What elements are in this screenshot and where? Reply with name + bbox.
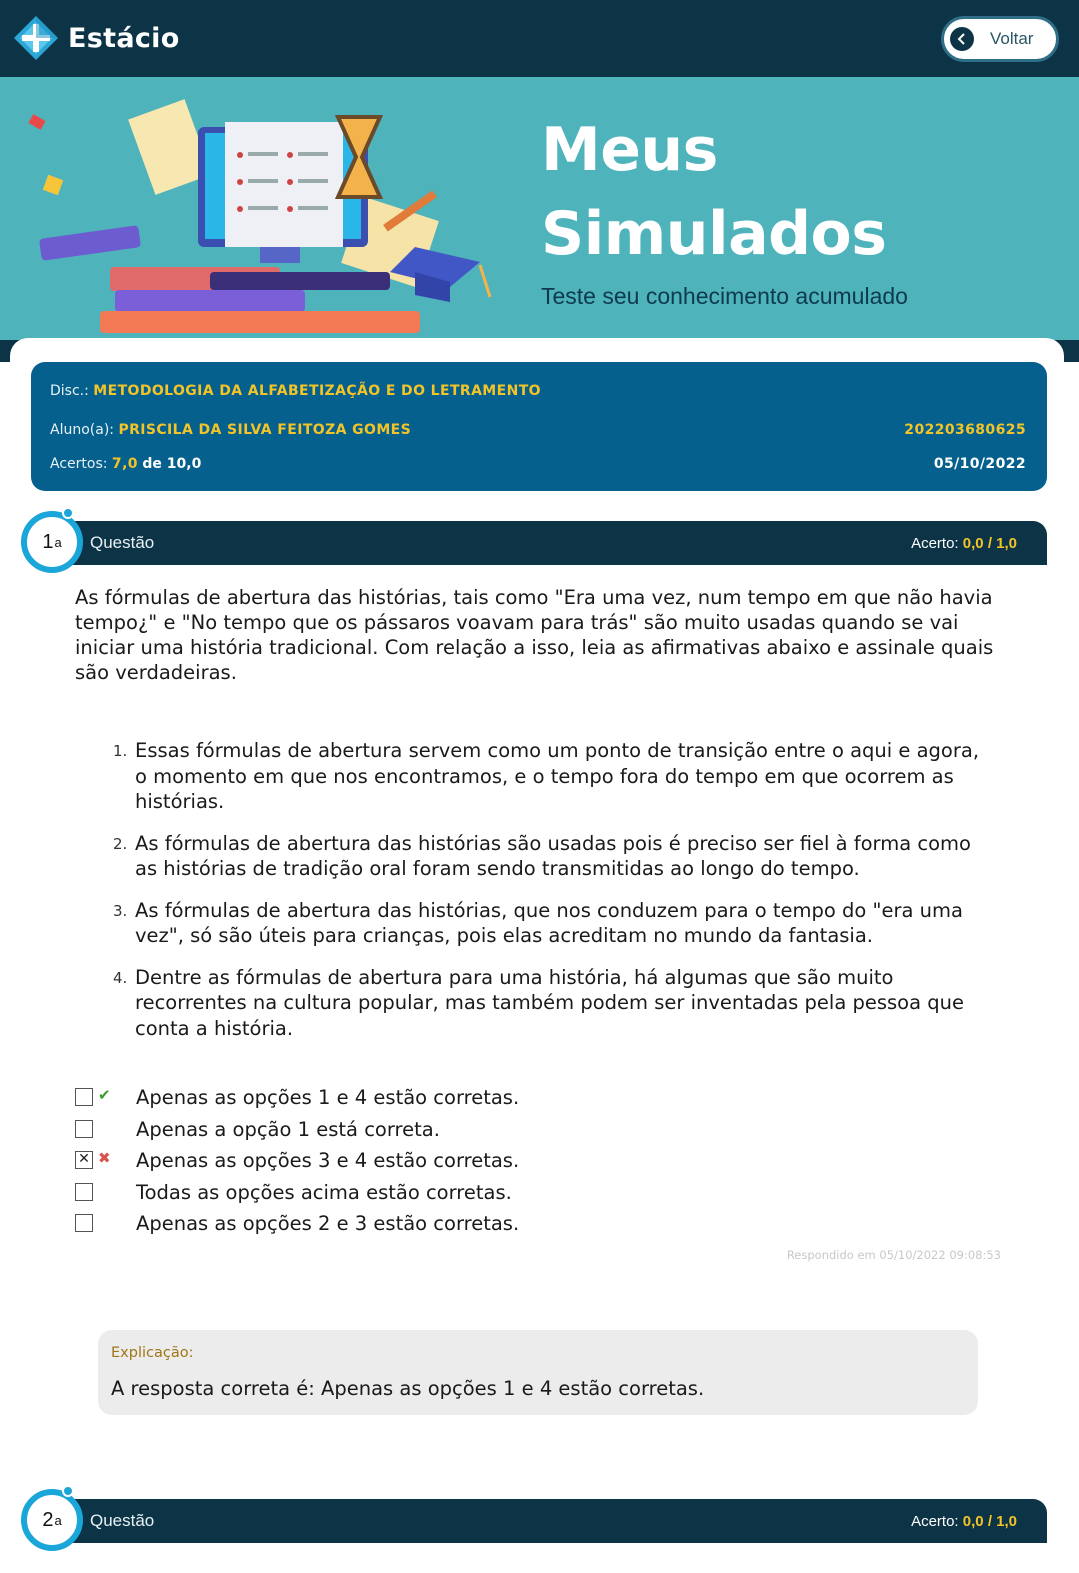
score-total: de 10,0 (142, 456, 202, 472)
answer-option[interactable] (75, 1212, 775, 1244)
statement-item (110, 831, 990, 882)
discipline-label: Disc.: (50, 383, 89, 399)
back-button[interactable] (941, 16, 1059, 62)
question-score (911, 535, 1017, 552)
page-subtitle: Teste seu conhecimento acumulado (541, 283, 908, 309)
answered-timestamp: Respondido em 05/10/2022 09:08:53 (786, 1248, 1001, 1262)
statement-number: 4. (113, 968, 128, 987)
top-bar (0, 0, 1079, 77)
question-score (911, 1513, 1017, 1530)
statement-item (110, 898, 990, 949)
question-number: 1 (42, 530, 54, 553)
explanation-box (98, 1330, 978, 1415)
hero-banner (0, 77, 1079, 357)
badge-dot-icon (62, 507, 74, 519)
option-label: Apenas a opção 1 está correta. (136, 1117, 440, 1141)
question-number-badge (21, 511, 83, 573)
answer-option[interactable] (75, 1181, 775, 1213)
question-number: 2 (42, 1508, 54, 1531)
option-label: Apenas as opções 3 e 4 estão corretas. (136, 1149, 520, 1172)
question-1-header (50, 521, 1047, 565)
score-value: 0,0 (962, 535, 984, 552)
chevron-left-icon (950, 27, 974, 51)
statement-text: Essas fórmulas de abertura servem como um ponto de transição entre o aqui e agora, o momento em que nos encontramos, e o tempo fora do tempo em que ocorrem as histórias. (135, 739, 980, 813)
exam-info-card (31, 362, 1047, 491)
page-title: Meus Simulados (541, 115, 887, 269)
question-title: Questão (90, 1511, 155, 1530)
student-row (50, 422, 411, 438)
student-name: PRISCILA DA SILVA FEITOZA GOMES (118, 422, 412, 438)
badge-dot-icon (62, 1485, 74, 1497)
estacio-logo[interactable] (12, 14, 180, 62)
answer-option[interactable] (75, 1118, 775, 1150)
option-checkbox[interactable] (75, 1088, 93, 1106)
student-id: 202203680625 (904, 422, 1026, 438)
question-text: As fórmulas de abertura das histórias, tais como "Era uma vez, num tempo em que não havia tempo¿" e "No tempo que os pássaros voavam para trás" são muito usadas quando se vai iniciar uma história tradicional. Com relação a isso, leia as afirmativas abaixo e assinale quais são verdadeiras. (75, 586, 994, 684)
exam-date: 05/10/2022 (933, 456, 1026, 472)
score-label: Acerto: (911, 1513, 959, 1530)
answer-options (75, 1086, 775, 1244)
question-ordinal: a (54, 534, 62, 550)
statement-item (110, 965, 990, 1042)
score-value: 7,0 (111, 456, 138, 472)
score-max: / 1,0 (987, 535, 1017, 552)
option-checkbox[interactable] (75, 1214, 93, 1232)
score-label: Acertos: (50, 456, 108, 472)
score-row (50, 456, 201, 472)
answer-option[interactable] (75, 1086, 775, 1118)
question-title: Questão (90, 533, 155, 552)
question-number-badge (21, 1489, 83, 1551)
option-label: Apenas as opções 1 e 4 estão corretas. (136, 1086, 520, 1109)
discipline-row (50, 383, 541, 399)
statement-text: Dentre as fórmulas de abertura para uma história, há algumas que são muito recorrentes na cultura popular, mas também podem ser inventadas pela pessoa que conta a história. (135, 965, 964, 1040)
option-checkbox[interactable] (75, 1120, 93, 1138)
statement-text: As fórmulas de abertura das histórias são usadas pois é preciso ser fiel à forma como as histórias de tradição oral foram sendo transmitidas ao longo do tempo. (135, 831, 971, 880)
score-max: / 1,0 (987, 1513, 1017, 1530)
wrong-icon: ✖ (98, 1149, 111, 1167)
explanation-text: A resposta correta é: Apenas as opções 1 e 4 estão corretas. (111, 1377, 705, 1400)
statement-number: 2. (113, 834, 128, 853)
answer-option[interactable] (75, 1149, 775, 1181)
student-label: Aluno(a): (50, 422, 114, 438)
statement-list (110, 738, 990, 1057)
score-value: 0,0 (962, 1513, 984, 1530)
statement-number: 3. (113, 901, 128, 920)
estacio-logo-icon (12, 14, 60, 62)
statement-item (110, 738, 990, 815)
score-label: Acerto: (911, 535, 959, 552)
discipline-value: METODOLOGIA DA ALFABETIZAÇÃO E DO LETRAMENTO (93, 383, 541, 399)
option-label: Apenas as opções 2 e 3 estão corretas. (136, 1212, 520, 1235)
question-2-header (50, 1499, 1047, 1543)
back-button-label: Voltar (990, 29, 1034, 48)
statement-number: 1. (113, 742, 128, 760)
check-icon: ✔ (98, 1086, 111, 1104)
study-illustration-icon (20, 97, 520, 347)
logo-text: Estácio (68, 22, 180, 54)
question-ordinal: a (54, 1512, 62, 1528)
statement-text: As fórmulas de abertura das histórias, que nos conduzem para o tempo do "era uma vez", só são úteis para crianças, pois elas acreditam no mundo da fantasia. (135, 898, 963, 947)
explanation-label: Explicação: (111, 1345, 194, 1361)
option-label: Todas as opções acima estão corretas. (136, 1180, 512, 1204)
option-checkbox-checked[interactable]: ✕ (75, 1151, 93, 1169)
option-checkbox[interactable] (75, 1183, 93, 1201)
